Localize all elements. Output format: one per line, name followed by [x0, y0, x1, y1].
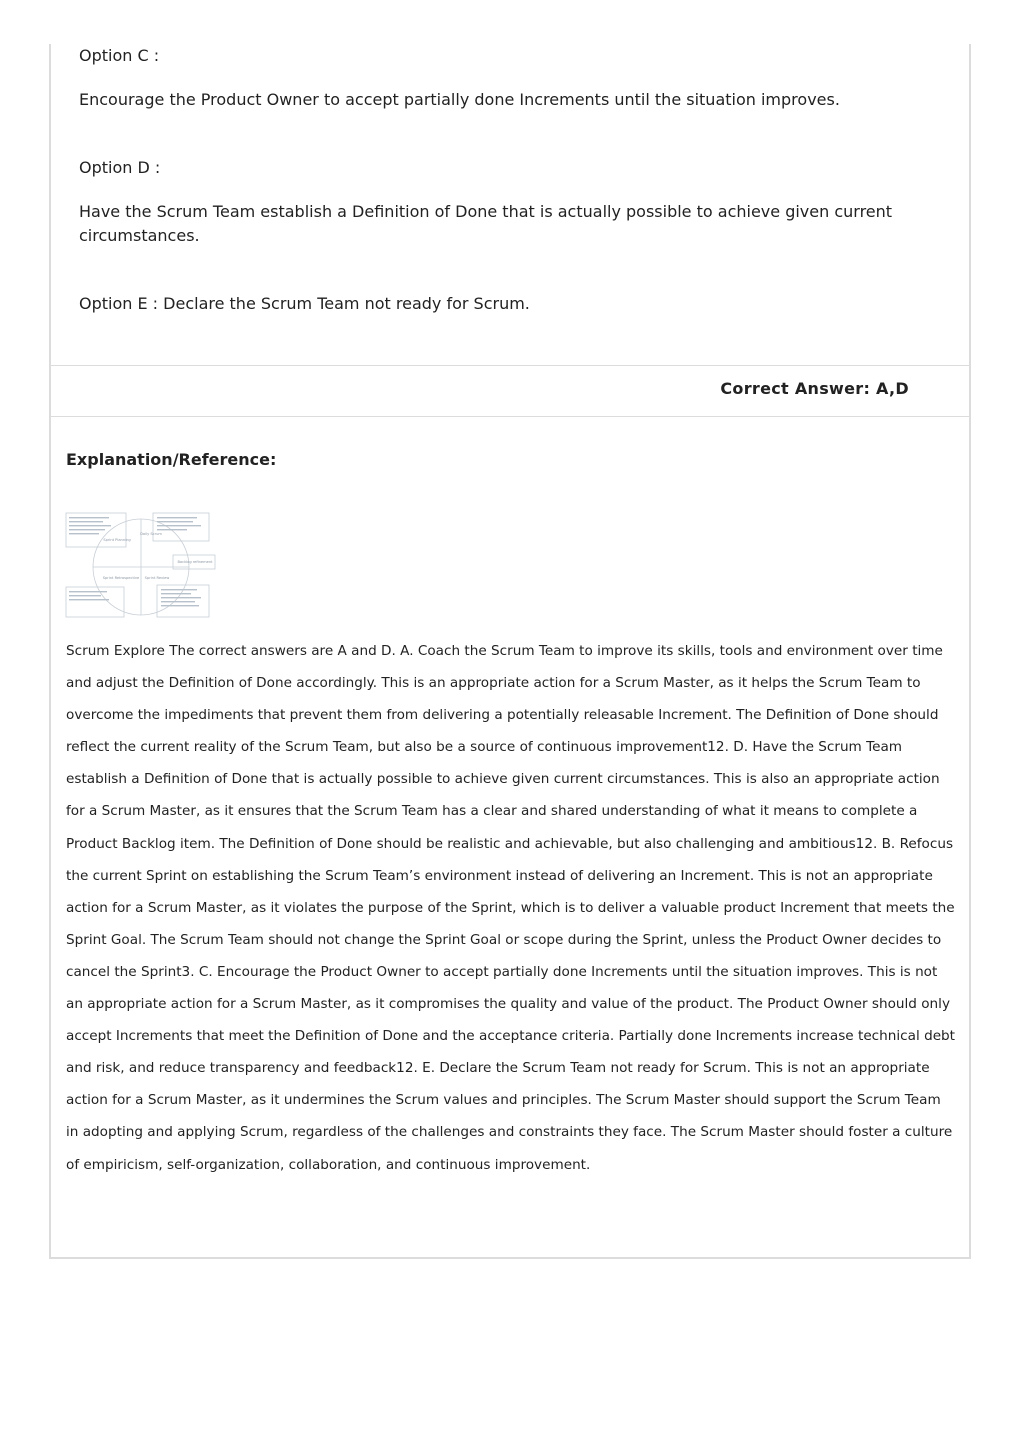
label-daily-scrum: Daily Scrum	[140, 532, 162, 536]
label-backlog-refinement: Backlog refinement	[177, 560, 213, 564]
label-sprint-retrospective: Sprint Retrospective	[102, 576, 140, 580]
question-card	[49, 44, 971, 1259]
option-e-text: Option E : Declare the Scrum Team not ready for Scrum.	[79, 294, 530, 313]
explanation-body: Scrum Explore The correct answers are A and D. A. Coach the Scrum Team to improve its skills, tools and environment over time and adjust the Definition of Done accordingly. This is an appropriate action for a Scrum Master, as it helps the Scrum Team to overcome the impediments that prevent them from delivering a potentially releasable Increment. The Definition of Done should reflect the current reality of the Scrum Team, but also be a source of continuous improvement12. D. Have the Scrum Team establish a Definition of Done that is actually possible to achieve given current circumstances. This is also an appropriate action for a Scrum Master, as it ensures that the Scrum Team has a clear and shared understanding of what it means to complete a Product Backlog item. The Definition of Done should be realistic and achievable, but also challenging and ambitious12. B. Refocus the current Sprint on establishing the Scrum Team’s environment instead of delivering an Increment. This is not an appropriate action for a Scrum Master, as it violates the purpose of the Sprint, which is to deliver a valuable product Increment that meets the Sprint Goal. The Scrum Team should not change the Sprint Goal or scope during the Sprint, unless the Product Owner decides to cancel the Sprint3. C. Encourage the Product Owner to accept partially done Increments until the situation improves. This is not an appropriate action for a Scrum Master, as it compromises the quality and value of the product. The Product Owner should only accept Increments that meet the Definition of Done and the acceptance criteria. Partially done Increments increase technical debt and risk, and reduce transparency and feedback12. E. Declare the Scrum Team not ready for Scrum. This is not an appropriate action for a Scrum Master, as it undermines the Scrum values and principles. The Scrum Master should support the Scrum Team in adopting and applying Scrum, regardless of the challenges and constraints they face. The Scrum Master should foster a culture of empiricism, self-organization, collaboration, and continuous improvement.	[66, 643, 956, 1173]
option-c-label: Option C :	[79, 46, 160, 65]
scrum-events-diagram	[65, 511, 217, 619]
label-sprint-review: Sprint Review	[144, 576, 170, 580]
correct-answer: Correct Answer: A,D	[720, 379, 909, 398]
divider-top	[51, 365, 969, 366]
options-section	[51, 44, 969, 365]
explanation-heading: Explanation/Reference:	[66, 450, 277, 469]
option-d-label: Option D :	[79, 158, 161, 177]
option-c-text: Encourage the Product Owner to accept partially done Increments until the situation improves.	[79, 90, 840, 109]
option-d-text: Have the Scrum Team establish a Definition of Done that is actually possible to achieve given current circumstances.	[79, 202, 893, 245]
divider-bottom	[51, 416, 969, 417]
label-sprint-planning: Sprint Planning	[103, 538, 131, 542]
